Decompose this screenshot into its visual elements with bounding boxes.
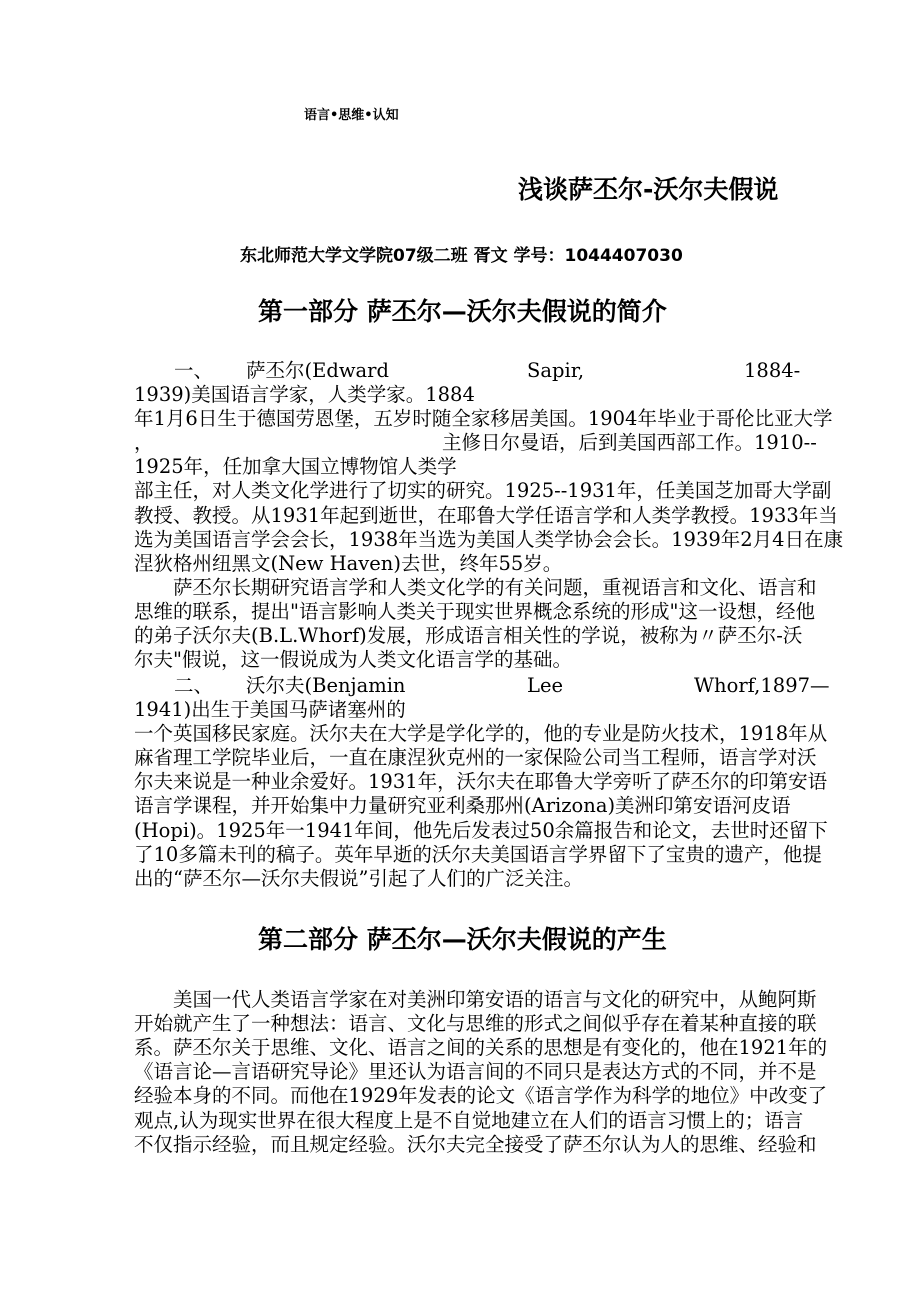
part2-heading: 第二部分 萨丕尔—沃尔夫假说的产生 <box>258 925 667 954</box>
sec1-text-c: 1884- <box>744 359 801 382</box>
text-line: 思维的联系，提出"语言影响人类关于现实世界概念系统的形成"这一设想，经他 <box>134 599 815 623</box>
sec2-text-b: Lee <box>527 674 564 697</box>
text-line: 系。萨丕尔关于思维、文化、语言之间的关系的思想是有变化的，他在1921年的 <box>134 1036 828 1060</box>
text-line: 1941)出生于美国马萨诸塞州的 <box>134 698 406 721</box>
text-line: (Hopi)。1925年一1941年间，他先后发表过50余篇报告和论文，去世时还留下 <box>134 818 828 842</box>
text-line: 不仅指示经验，而且规定经验。沃尔夫完全接受了萨丕尔认为人的思维、经验和 <box>134 1132 817 1156</box>
text-line: 美国一代人类语言学家在对美洲印第安语的语言与文化的研究中，从鲍阿斯 <box>134 988 817 1011</box>
text-line: 了10多篇未刊的稿子。英年早逝的沃尔夫美国语言学界留下了宝贵的遗产，他提 <box>134 842 822 866</box>
sec2-text-a: 沃尔夫(Benjamin <box>246 674 406 697</box>
sec2-first-line <box>134 674 830 698</box>
text-line: 开始就产生了一种想法：语言、文化与思维的形式之间似乎存在着某种直接的联 <box>134 1012 817 1036</box>
sec1-text-b: Sapir, <box>527 359 585 382</box>
text-line: 年1月6日生于德国劳恩堡，五岁时随全家移居美国。1904年毕业于哥伦比亚大学 <box>134 407 833 431</box>
document-title: 浅谈萨丕尔-沃尔夫假说 <box>518 175 779 204</box>
text-line: 一个英国移民家庭。沃尔夫在大学是学化学的，他的专业是防火技术，1918年从 <box>134 722 828 746</box>
text-line: 语言学课程，并开始集中力量研究亚利桑那州(Arizona)美洲印第安语河皮语 <box>134 794 791 818</box>
sec1-first-line <box>134 359 801 383</box>
text-line: 涅狄格州纽黑文(New Haven)去世，终年55岁。 <box>134 551 563 575</box>
text-line: 出的“萨丕尔—沃尔夫假说”引起了人们的广泛关注。 <box>134 866 583 890</box>
text-line: 的弟子沃尔夫(B.L.Whorf)发展，形成语言相关性的学说，被称为〃萨丕尔-沃 <box>134 624 803 647</box>
text-line: 1939)美国语言学家，人类学家。1884 <box>134 383 475 406</box>
author-line: 东北师范大学文学院07级二班 胥文 学号：1044407030 <box>240 246 683 266</box>
text-line: 萨丕尔长期研究语言学和人类文化学的有关问题，重视语言和文化、语言和 <box>134 575 817 599</box>
text-line: 教授、教授。从1931年起到逝世，在耶鲁大学任语言学和人类学教授。1933年当 <box>134 503 838 527</box>
text-line: 1925年，任加拿大国立博物馆人类学 <box>134 455 457 479</box>
text-line: 尔夫"假说，这一假说成为人类文化语言学的基础。 <box>134 648 572 672</box>
text-line: 主修日尔曼语，后到美国西部工作。1910-- <box>442 431 817 455</box>
sec2-text-c: Whorf,1897— <box>694 674 830 697</box>
text-line: 麻省理工学院毕业后，一直在康涅狄克州的一家保险公司当工程师，语言学对沃 <box>134 746 817 770</box>
text-line: 选为美国语言学会会长，1938年当选为美国人类学协会会长。1939年2月4日在康 <box>134 527 844 551</box>
text-line: 观点,认为现实世界在很大程度上是不自觉地建立在人们的语言习惯上的；语言 <box>134 1108 804 1132</box>
part1-heading: 第一部分 萨丕尔—沃尔夫假说的简介 <box>258 297 667 326</box>
sec2-number: 二、 <box>174 674 214 697</box>
text-line: 《语言论—言语研究导论》里还认为语言间的不同只是表达方式的不同，并不是 <box>134 1060 817 1084</box>
sec1-number: 一、 <box>174 359 214 382</box>
text-line: 经验本身的不同。而他在1929年发表的论文《语言学作为科学的地位》中改变了 <box>134 1084 828 1108</box>
text-line: 部主任，对人类文化学进行了切实的研究。1925--1931年，任美国芝加哥大学副 <box>134 479 832 503</box>
sec1-text-a: 萨丕尔(Edward <box>246 359 389 382</box>
running-header: 语言•思维•认知 <box>304 108 399 123</box>
text-line: ， <box>134 431 154 455</box>
text-line: 尔夫来说是一种业余爱好。1931年，沃尔夫在耶鲁大学旁听了萨丕尔的印第安语 <box>134 770 828 794</box>
